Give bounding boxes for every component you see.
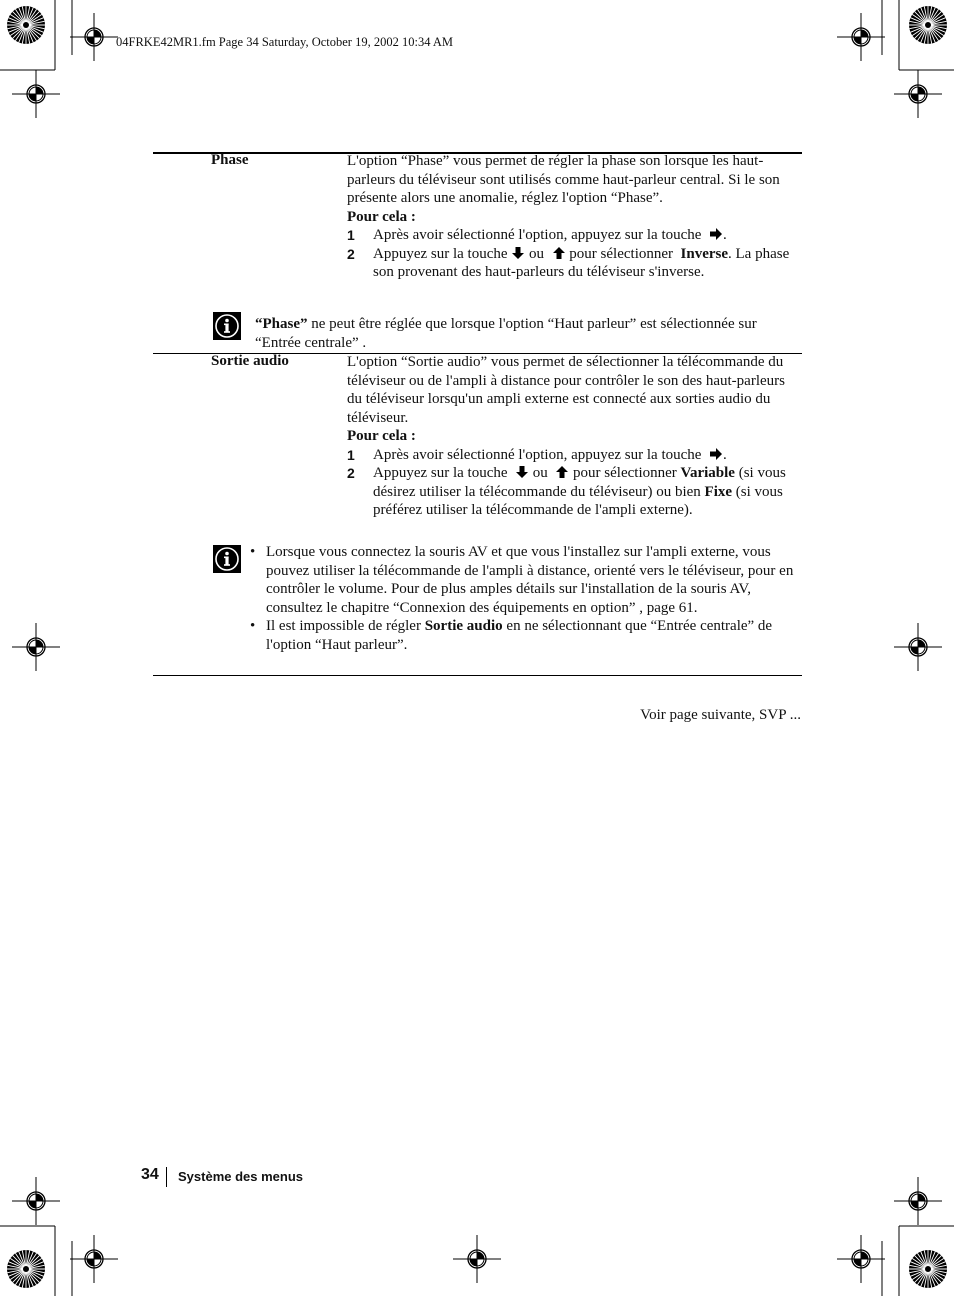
step-number: 2 xyxy=(347,465,355,481)
crosshair-mark-icon xyxy=(12,1177,60,1225)
arrow-up-icon xyxy=(552,246,566,260)
crosshair-mark-icon xyxy=(837,13,885,61)
step-text: Appuyez sur la touche xyxy=(373,245,508,262)
starburst-mark-icon xyxy=(908,1249,948,1289)
step-text: pour sélectionner xyxy=(569,245,674,262)
step-number: 1 xyxy=(347,227,355,243)
step-text: . La phase son provenant des haut-parleurs du téléviseur s'inverse. xyxy=(373,245,790,280)
note-text: Lorsque vous connectez la souris AV et que vous l'installez sur l'ampli externe, vous pouvez utiliser la télécommande de l'ampli à distance, orienté vers le téléviseur, pour en contrôler le volume. Pour de plus amples détails sur l'installation de la souris AV, consultez le chapitre “Connexion des équipements en option” , page 61. xyxy=(266,544,794,616)
next-page-notice: Voir page suivante, SVP ... xyxy=(640,707,801,723)
note-bold: “Phase” xyxy=(255,316,308,332)
crosshair-mark-icon xyxy=(894,1177,942,1225)
sortie-audio-term: Sortie audio xyxy=(211,353,289,369)
arrow-right-icon xyxy=(709,227,723,241)
phase-steps-title: Pour cela : xyxy=(347,208,416,225)
step-text: (si vous désirez utiliser la télécommande du téléviseur) ou bien xyxy=(373,465,786,500)
page-number: 34 xyxy=(141,1166,159,1183)
crosshair-mark-icon xyxy=(12,70,60,118)
table-bottom-rule xyxy=(153,675,802,676)
phase-step-1: 1 Après avoir sélectionné l'option, appuyez sur la touche . xyxy=(347,227,727,243)
step-text: ou xyxy=(532,465,548,481)
starburst-mark-icon xyxy=(6,1249,46,1289)
step-text: (si vous préférez utiliser la télécommande de l'ampli externe). xyxy=(373,483,783,518)
sortie-description-block xyxy=(347,353,803,520)
option-value: Inverse xyxy=(680,245,729,262)
step-text: ou xyxy=(529,245,545,262)
note-text: Il est impossible de régler xyxy=(266,618,421,634)
note-text: en ne sélectionnant que “Entrée centrale” de l'option “Haut parleur”. xyxy=(266,618,773,653)
info-icon xyxy=(213,545,241,573)
step-number: 2 xyxy=(347,245,355,262)
sortie-steps-title: Pour cela : xyxy=(347,428,416,444)
step-number: 1 xyxy=(347,446,355,463)
crosshair-mark-icon xyxy=(12,623,60,671)
file-header: 04FRKE42MR1.fm Page 34 Saturday, October 19, 2002 10:34 AM xyxy=(116,35,454,49)
arrow-up-icon xyxy=(555,465,569,479)
step-text: Après avoir sélectionné l'option, appuyez sur la touche xyxy=(373,227,702,243)
phase-step-2 xyxy=(347,245,803,282)
sortie-step-1: 1 Après avoir sélectionné l'option, appuyez sur la touche . xyxy=(347,446,727,463)
note-text: ne peut être réglée que lorsque l'option “Haut parleur” est sélectionnée sur “Entrée centrale” . xyxy=(255,316,757,351)
section-title: Système des menus xyxy=(178,1169,304,1184)
step-text: Après avoir sélectionné l'option, appuyez sur la touche xyxy=(373,446,702,463)
arrow-right-icon xyxy=(709,447,723,461)
info-icon xyxy=(213,312,241,340)
crosshair-mark-icon xyxy=(453,1235,501,1283)
list-item: • Lorsque vous connectez la souris AV et que vous l'installez sur l'ampli externe, vous pouvez utiliser la télécommande de l'ampli à distance, orienté vers le téléviseur, pour en contrôler le volume. Pour de plus amples détails sur l'installation de la souris AV, consultez le chapitre “Connexion des équipements en option” , page 61. xyxy=(250,543,803,617)
arrow-down-icon xyxy=(511,246,525,260)
starburst-mark-icon xyxy=(6,5,46,45)
option-value: Fixe xyxy=(704,483,733,500)
phase-note xyxy=(255,315,803,352)
page-number-divider xyxy=(166,1167,167,1187)
phase-term: Phase xyxy=(211,152,249,168)
arrow-down-icon xyxy=(515,465,529,479)
step-text: pour sélectionner xyxy=(573,465,677,481)
crosshair-mark-icon xyxy=(894,623,942,671)
phase-description-block xyxy=(347,152,803,282)
option-value: Variable xyxy=(680,465,735,481)
step-text: Appuyez sur la touche xyxy=(373,465,508,481)
sortie-notes xyxy=(250,543,803,654)
starburst-mark-icon xyxy=(908,5,948,45)
crosshair-mark-icon xyxy=(70,13,118,61)
phase-description: L'option “Phase” vous permet de régler la phase son lorsque les haut-parleurs du téléviseur sont utilisés comme haut-parleur central. Si le son présente alors une anomalie, réglez l'option “Phase”. xyxy=(347,153,780,206)
option-value: Sortie audio xyxy=(424,618,503,634)
crosshair-mark-icon xyxy=(70,1235,118,1283)
sortie-step-2 xyxy=(347,464,803,520)
list-item: • Il est impossible de régler Sortie audio en ne sélectionnant que “Entrée centrale” de l'option “Haut parleur”. xyxy=(250,618,773,653)
crosshair-mark-icon xyxy=(837,1235,885,1283)
crosshair-mark-icon xyxy=(894,70,942,118)
sortie-description: L'option “Sortie audio” vous permet de sélectionner la télécommande du téléviseur ou de l'ampli à distance pour contrôler le son des haut-parleurs du téléviseur lorsqu'un ampli externe est connecté aux sorties audio du téléviseur. xyxy=(347,354,785,426)
